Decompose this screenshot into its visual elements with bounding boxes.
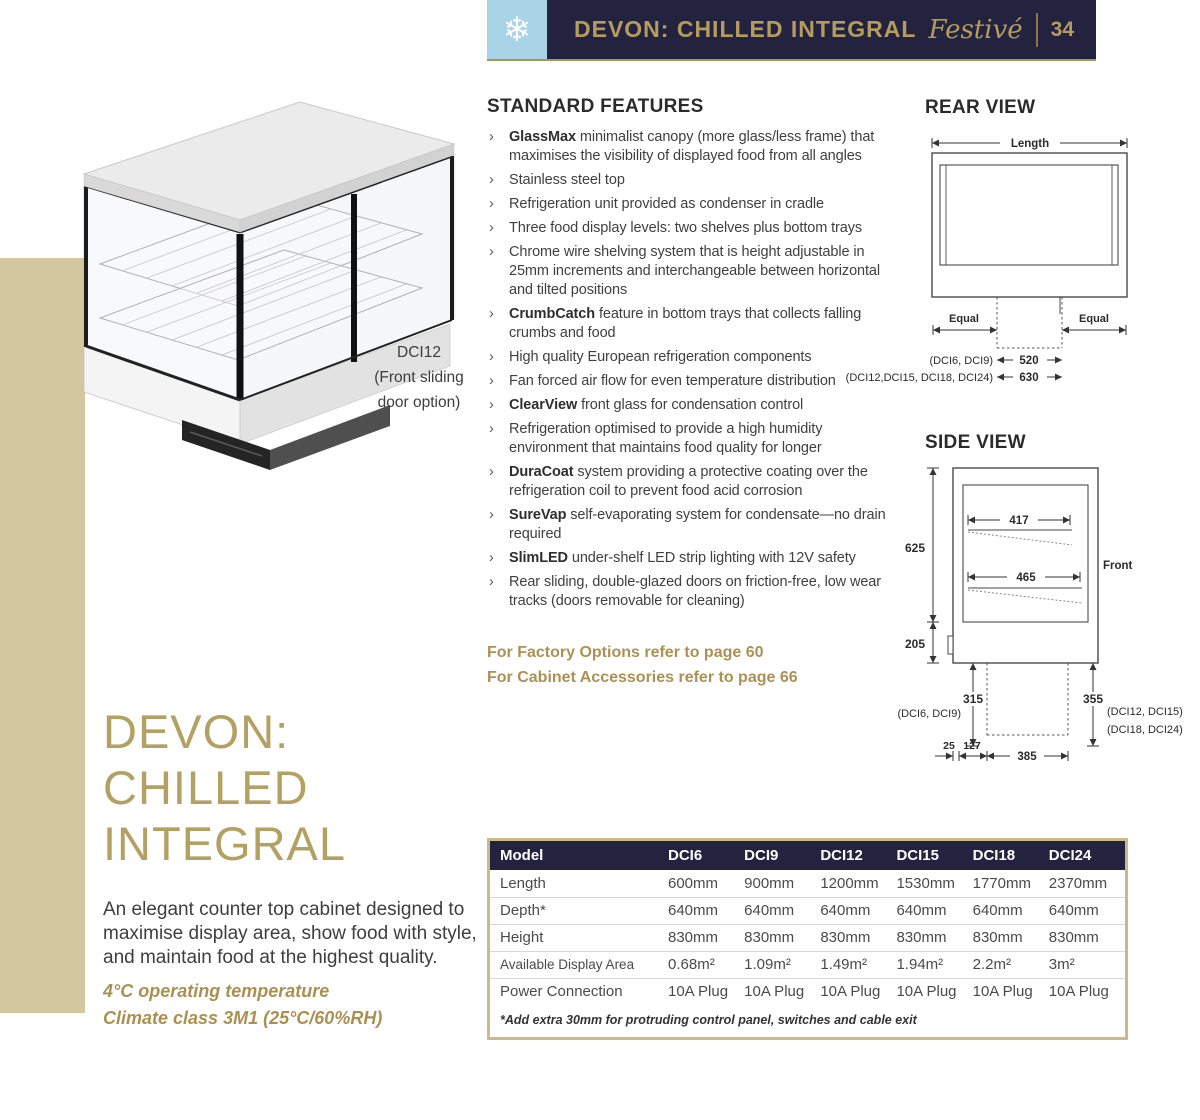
table-row (490, 897, 1125, 924)
spec-cell: 10A Plug (972, 983, 1033, 1001)
spec-cell: 600mm (668, 870, 744, 897)
side-view-heading: SIDE VIEW (925, 432, 1026, 453)
spec-row-label: Depth* (490, 897, 668, 924)
page-title: DEVON: CHILLED INTEGRAL (574, 16, 917, 42)
feature-lead: CrumbCatch (509, 306, 596, 322)
bullet-chevron-icon: › (489, 172, 494, 188)
rear-view-diagram (825, 128, 1145, 393)
intro-highlight-temperature: 4°C operating temperature (103, 981, 330, 1001)
spec-cell: 830mm (973, 924, 1049, 951)
brand-divider (1036, 13, 1038, 47)
spec-cell: 10A Plug (896, 983, 957, 1001)
spec-col-header: DCI15 (896, 841, 972, 870)
svg-text:(DCI18, DCI24): (DCI18, DCI24) (1107, 724, 1183, 736)
svg-text:Equal: Equal (949, 313, 979, 325)
spec-cell: 10A Plug (668, 983, 729, 1001)
table-row (490, 924, 1125, 951)
svg-text:625: 625 (904, 541, 925, 555)
feature-text: Fan forced air flow for even temperature distribution (509, 373, 836, 389)
bullet-chevron-icon: › (489, 129, 494, 145)
svg-text:630: 630 (1019, 372, 1039, 384)
svg-text:(DCI6, DCI9): (DCI6, DCI9) (897, 708, 961, 720)
product-model-label: DCI12 (397, 344, 441, 361)
spec-cell: 640mm (973, 897, 1049, 924)
spec-row-label: Available Display Area (490, 951, 668, 978)
feature-item (487, 506, 891, 544)
svg-text:(DCI6, DCI9): (DCI6, DCI9) (929, 355, 993, 367)
feature-item (487, 420, 891, 458)
bullet-chevron-icon: › (489, 550, 494, 566)
bullet-chevron-icon: › (489, 421, 494, 437)
feature-text: Stainless steel top (509, 172, 625, 188)
spec-cell: 3m² (1049, 951, 1125, 978)
spec-cell: 640mm (668, 897, 744, 924)
table-footnote: *Add extra 30mm for protruding control panel, switches and cable exit (500, 1013, 917, 1027)
feature-text: self-evaporating system for condensate—no drain required (509, 507, 886, 542)
feature-text: Refrigeration optimised to provide a high humidity environment that maintains food quality for longer (509, 421, 823, 456)
product-caption-line2: door option) (377, 394, 461, 411)
spec-cell: 0.68m² (668, 951, 744, 978)
spec-col-header: DCI24 (1049, 841, 1125, 870)
spec-row-label: Height (490, 924, 668, 951)
bullet-chevron-icon: › (489, 464, 494, 480)
spec-cell: 10A Plug (1048, 983, 1109, 1001)
page-number: 34 (1050, 17, 1074, 41)
feature-lead: SlimLED (509, 550, 568, 566)
product-image (72, 94, 464, 472)
feature-lead: ClearView (509, 397, 578, 413)
factory-options-note: For Factory Options refer to page 60 (487, 644, 764, 661)
bullet-chevron-icon: › (489, 220, 494, 236)
spec-cell: 900mm (744, 870, 820, 897)
bullet-chevron-icon: › (489, 196, 494, 212)
spec-header-row (490, 841, 1125, 870)
intro-title-line1: DEVON: (103, 705, 290, 758)
spec-cell: 10A Plug (744, 983, 805, 1001)
spec-cell: 830mm (668, 924, 744, 951)
spec-row-label: Length (490, 870, 668, 897)
svg-text:Equal: Equal (1079, 313, 1109, 325)
svg-text:127: 127 (963, 740, 981, 752)
feature-text: Three food display levels: two shelves plus bottom trays (509, 220, 863, 236)
spec-cell: 2.2m² (973, 951, 1049, 978)
spec-cell: 830mm (744, 924, 820, 951)
svg-text:(DCI12, DCI15): (DCI12, DCI15) (1107, 706, 1183, 718)
spec-col-header: DCI9 (744, 841, 820, 870)
spec-cell: 1.94m² (896, 951, 972, 978)
intro-section (103, 704, 491, 1032)
feature-item (487, 573, 891, 611)
header-navy-bar (547, 0, 1096, 59)
intro-title-line2: CHILLED (103, 761, 309, 814)
feature-lead: SureVap (509, 507, 567, 523)
spec-cell: 1200mm (820, 870, 896, 897)
bullet-chevron-icon: › (489, 349, 494, 365)
spec-cell: 640mm (896, 897, 972, 924)
header-bar (487, 0, 1096, 61)
feature-item (487, 549, 891, 568)
spec-cell: 1530mm (896, 870, 972, 897)
spec-cell: 640mm (820, 897, 896, 924)
feature-text: Chrome wire shelving system that is height adjustable in 25mm increments and interchangeable between horizontal and tilted positions (509, 244, 881, 298)
svg-text:520: 520 (1019, 355, 1039, 367)
spec-row-label: Power Connection (500, 983, 623, 1001)
bullet-chevron-icon: › (489, 397, 494, 413)
feature-item (487, 463, 891, 501)
feature-text: Refrigeration unit provided as condenser in cradle (509, 196, 824, 212)
intro-highlight-climate: Climate class 3M1 (25°C/60%RH) (103, 1008, 383, 1028)
spec-cell: 1.09m² (744, 951, 820, 978)
feature-lead: GlassMax (509, 129, 576, 145)
feature-text: Rear sliding, double-glazed doors on friction-free, low wear tracks (doors removable for cleaning) (509, 574, 881, 609)
feature-text: system providing a protective coating over the refrigeration coil to prevent food acid corrosion (509, 464, 868, 499)
feature-text: under-shelf LED strip lighting with 12V safety (567, 550, 856, 566)
spec-cell: 1770mm (973, 870, 1049, 897)
product-caption-line1: (Front sliding (374, 369, 464, 386)
snowflake-icon: ❄ (502, 10, 532, 49)
spec-col-header: DCI12 (820, 841, 896, 870)
bullet-chevron-icon: › (489, 306, 494, 322)
feature-text: minimalist canopy (more glass/less frame) that maximises the visibility of displayed food from all angles (509, 129, 875, 164)
svg-text:465: 465 (1016, 572, 1036, 584)
spec-col-header: Model (490, 841, 668, 870)
side-view-diagram (845, 458, 1190, 778)
rear-view-heading: REAR VIEW (925, 97, 1036, 118)
spec-table (487, 838, 1128, 1040)
svg-text:355: 355 (1082, 692, 1104, 706)
intro-description: An elegant counter top cabinet designed to maximise display area, show food with style, and maintain food at the highest quality. (103, 899, 477, 968)
feature-text: High quality European refrigeration components (509, 349, 812, 365)
svg-text:(DCI12,DCI15, DCI18, DCI24): (DCI12,DCI15, DCI18, DCI24) (845, 372, 993, 384)
features-heading: STANDARD FEATURES (487, 96, 704, 117)
table-row (490, 870, 1125, 897)
cabinet-accessories-note: For Cabinet Accessories refer to page 66 (487, 669, 798, 686)
table-row (490, 978, 1125, 1005)
bullet-chevron-icon: › (489, 507, 494, 523)
svg-text:315: 315 (962, 692, 984, 706)
feature-lead: DuraCoat (509, 464, 574, 480)
product-caption (368, 340, 470, 415)
feature-item (487, 396, 891, 415)
svg-text:385: 385 (1017, 751, 1037, 763)
spec-cell: 10A Plug (820, 983, 881, 1001)
feature-text: front glass for condensation control (577, 397, 804, 413)
svg-text:Length: Length (1010, 138, 1050, 150)
spec-col-header: DCI18 (973, 841, 1049, 870)
spec-cell: 2370mm (1049, 870, 1125, 897)
spec-cell: 640mm (1049, 897, 1125, 924)
svg-text:Front: Front (1103, 560, 1133, 572)
spec-cell: 640mm (744, 897, 820, 924)
bullet-chevron-icon: › (489, 244, 494, 260)
spec-col-header: DCI6 (668, 841, 744, 870)
spec-cell: 830mm (820, 924, 896, 951)
table-row (490, 951, 1125, 978)
spec-cell: 830mm (1049, 924, 1125, 951)
svg-text:25: 25 (943, 740, 955, 752)
svg-text:417: 417 (1009, 515, 1029, 527)
bullet-chevron-icon: › (489, 373, 494, 389)
bullet-chevron-icon: › (489, 574, 494, 590)
brand-logo: Festivé (928, 14, 1023, 45)
spec-cell: 1.49m² (820, 951, 896, 978)
feature-text: feature in bottom trays that collects falling crumbs and food (509, 306, 862, 341)
spec-cell: 830mm (896, 924, 972, 951)
intro-title (103, 704, 491, 872)
intro-title-line3: INTEGRAL (103, 817, 347, 870)
snowflake-badge (487, 0, 547, 59)
svg-text:205: 205 (904, 637, 925, 651)
